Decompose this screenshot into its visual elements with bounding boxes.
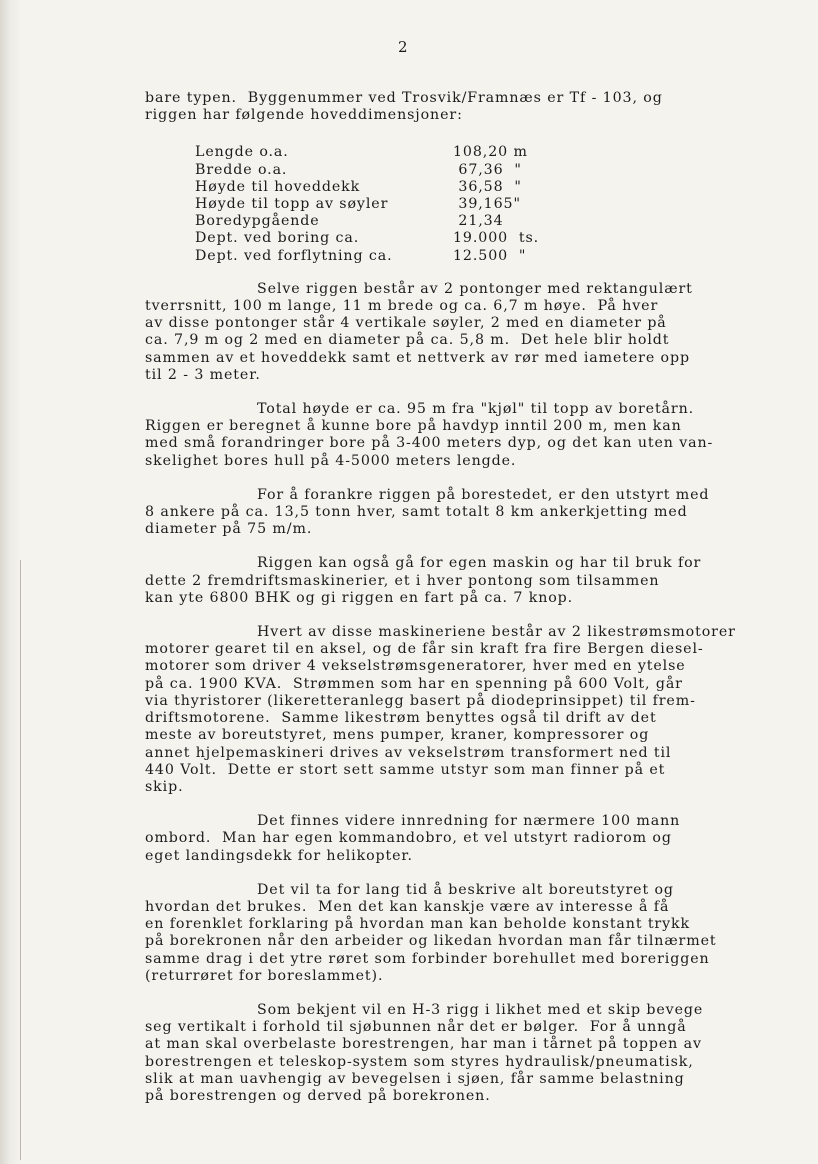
text-line: sammen av et hoveddekk samt et nettverk av rør med iametere opp — [145, 349, 690, 366]
dimension-label: Høyde til topp av søyler — [195, 196, 389, 213]
text-line: med små forandringer bore på 3-400 meters dyp, og det kan uten van- — [145, 435, 714, 452]
paragraph-accommodation — [145, 813, 745, 865]
text-line: 440 Volt. Dette er stort sett samme utstyr som man finner på et — [145, 761, 666, 778]
dimension-label: Bredde o.a. — [195, 161, 288, 178]
text-line: ca. 7,9 m og 2 med en diameter på ca. 5,8 m. Det hele blir holdt — [145, 332, 670, 349]
text-line: For å forankre riggen på borestedet, er den utstyrt med — [257, 486, 710, 503]
body-text — [145, 90, 745, 1105]
paragraph-total-height — [145, 401, 745, 470]
text-line: ombord. Man har egen kommandobro, et vel utstyrt radiorom og — [145, 830, 672, 847]
paragraph-heave-compensation — [145, 1002, 745, 1105]
text-line: at man skal overbelaste borestrengen, har man i tårnet på toppen av — [145, 1036, 702, 1053]
dimension-label: Høyde til hoveddekk — [195, 178, 361, 195]
text-line: Total høyde er ca. 95 m fra "kjøl" til topp av boretårn. — [257, 401, 695, 418]
dimension-label: Lengde o.a. — [195, 144, 289, 161]
text-line: av disse pontonger står 4 vertikale søyler, 2 med en diameter på — [145, 315, 667, 332]
text-line: Det vil ta for lang tid å beskrive alt boreutstyret og — [257, 881, 674, 898]
page-edge-line — [20, 560, 21, 1160]
dimension-row — [195, 162, 539, 179]
dimension-value: 36,58 " — [453, 178, 522, 195]
text-line: motorer gearet til en aksel, og de får sin kraft fra fire Bergen diesel- — [145, 641, 704, 658]
dimension-row — [195, 230, 539, 247]
paragraph-anchoring — [145, 487, 745, 539]
dimension-value: 12.500 " — [453, 247, 527, 264]
page-number: 2 — [398, 38, 409, 56]
text-line: seg vertikalt i forhold til sjøbunnen når det er bølger. For å unngå — [145, 1019, 687, 1036]
text-line: Riggen kan også gå for egen maskin og har til bruk for — [257, 555, 702, 572]
text-line: tverrsnitt, 100 m lange, 11 m brede og ca. 6,7 m høye. På hver — [145, 298, 659, 315]
text-line: slik at man uavhengig av bevegelsen i sjøen, får samme belastning — [145, 1070, 685, 1087]
dimension-value: 39,165" — [453, 196, 521, 213]
text-line: samme drag i det ytre røret som forbinder borehullet med boreriggen — [145, 950, 710, 967]
dimension-label: Dept. ved forflytning ca. — [195, 247, 393, 264]
dimension-row — [195, 144, 539, 161]
text-line: 8 ankere på ca. 13,5 tonn hver, samt totalt 8 km ankerkjetting med — [145, 504, 688, 521]
paragraph-drilling-equipment — [145, 882, 745, 985]
dimension-row — [195, 179, 539, 196]
text-line: meste av boreutstyret, mens pumper, kraner, kompressorer og — [145, 727, 650, 744]
text-line: Riggen er beregnet å kunne bore på havdyp inntil 200 m, men kan — [145, 418, 682, 435]
dimension-value: 67,36 " — [453, 161, 522, 178]
text-line: dette 2 fremdriftsmaskinerier, et i hver pontong som tilsammen — [145, 572, 660, 589]
dimension-value: 21,34 — [453, 213, 504, 230]
text-line: Som bekjent vil en H-3 rigg i likhet med et skip bevege — [257, 1001, 704, 1018]
paragraph-machinery — [145, 624, 745, 796]
text-line: skelighet bores hull på 4-5000 meters lengde. — [145, 452, 517, 469]
text-line: skip. — [145, 778, 184, 795]
dimension-label: Dept. ved boring ca. — [195, 230, 360, 247]
text-line: på borekronen når den arbeider og likedan hvordan man får tilnærmet — [145, 933, 717, 950]
text-line: Det finnes videre innredning for nærmere 100 mann — [257, 813, 681, 830]
text-line: diameter på 75 m/m. — [145, 521, 313, 538]
text-line: på borestrengen og derved på borekronen. — [145, 1087, 491, 1104]
text-line: hvordan det brukes. Men det kan kanskje være av interesse å få — [145, 898, 670, 915]
dimension-row — [195, 213, 539, 230]
dimension-value: 108,20 m — [453, 144, 528, 161]
dimension-row — [195, 248, 539, 265]
dimension-row — [195, 196, 539, 213]
text-line: kan yte 6800 BHK og gi riggen en fart på ca. 7 knop. — [145, 589, 574, 606]
text-line: (returrøret for boreslammet). — [145, 967, 384, 984]
text-line: Hvert av disse maskineriene består av 2 likestrømsmotorer — [257, 624, 736, 641]
text-line: annet hjelpemaskineri drives av vekselstrøm transformert ned til — [145, 744, 672, 761]
text-line: borestrengen et teleskop-system som styres hydraulisk/pneumatisk, — [145, 1053, 694, 1070]
dimensions-table — [195, 144, 539, 264]
text-line: til 2 - 3 meter. — [145, 366, 261, 383]
dimension-label: Boredypgående — [195, 213, 320, 230]
text-line: en forenklet forklaring på hvordan man kan beholde konstant trykk — [145, 916, 691, 933]
text-line: driftsmotorene. Samme likestrøm benyttes også til drift av det — [145, 710, 657, 727]
paragraph-rigg-construction — [145, 281, 745, 384]
intro-line: bare typen. Byggenummer ved Trosvik/Framnæs er Tf - 103, og — [145, 90, 663, 106]
page-left-edge — [0, 0, 22, 1164]
paragraph-propulsion — [145, 555, 745, 607]
text-line: via thyristorer (likeretteranlegg basert på diodeprinsippet) til frem- — [145, 692, 696, 709]
intro-line: riggen har følgende hoveddimensjoner: — [145, 107, 463, 124]
dimension-value: 19.000 ts. — [453, 230, 540, 247]
text-line: eget landingsdekk for helikopter. — [145, 847, 413, 864]
text-line: på ca. 1900 KVA. Strømmen som har en spenning på 600 Volt, går — [145, 675, 683, 692]
text-line: Selve riggen består av 2 pontonger med rektangulært — [257, 280, 693, 297]
text-line: motorer som driver 4 vekselstrømsgeneratorer, hver med en ytelse — [145, 658, 686, 675]
